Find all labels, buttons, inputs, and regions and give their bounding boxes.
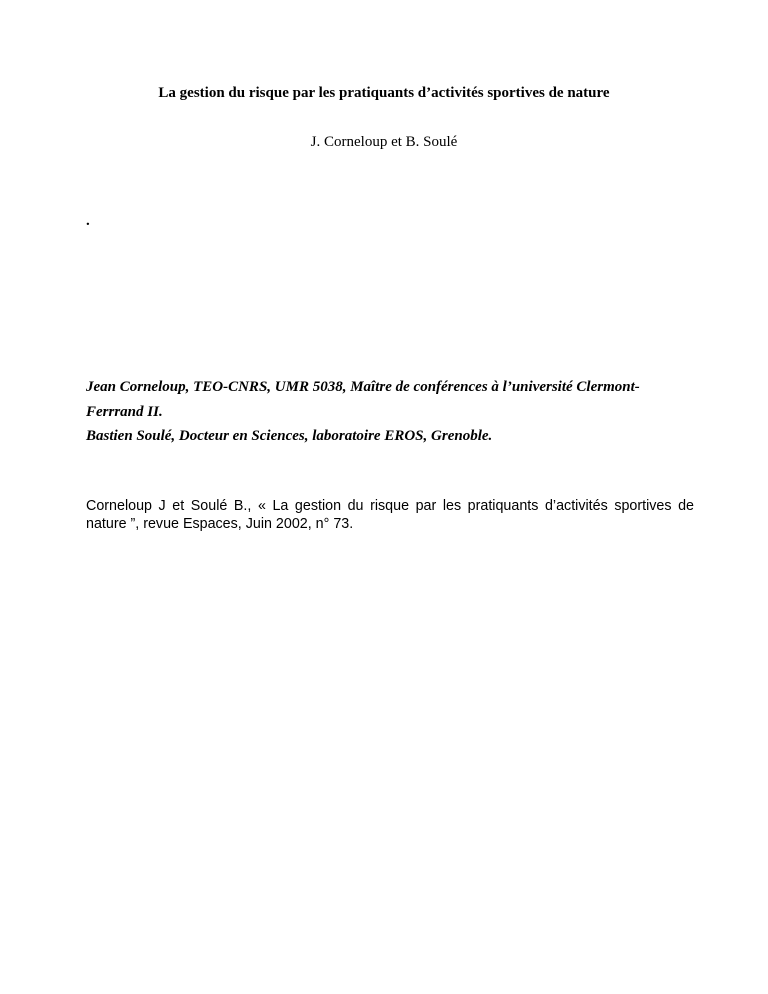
- document-title: La gestion du risque par les pratiquants d’activités sportives de nature: [158, 85, 610, 101]
- affiliation-line-3: Bastien Soulé, Docteur en Sciences, laboratoire EROS, Grenoble.: [86, 428, 493, 444]
- author-affiliations: [86, 375, 696, 449]
- affiliation-line-2: Ferrrand II.: [86, 403, 163, 420]
- citation-reference: Corneloup J et Soulé B., « La gestion du risque par les pratiquants d’activités sportives de nature ”, revue Espaces, Juin 2002, n° 73.: [86, 498, 694, 532]
- separator-mark: .: [86, 213, 90, 229]
- document-authors: J. Corneloup et B. Soulé: [310, 134, 458, 150]
- affiliation-line-1: Jean Corneloup, TEO-CNRS, UMR 5038, Maître de conférences à l’université Clermont-: [86, 379, 640, 395]
